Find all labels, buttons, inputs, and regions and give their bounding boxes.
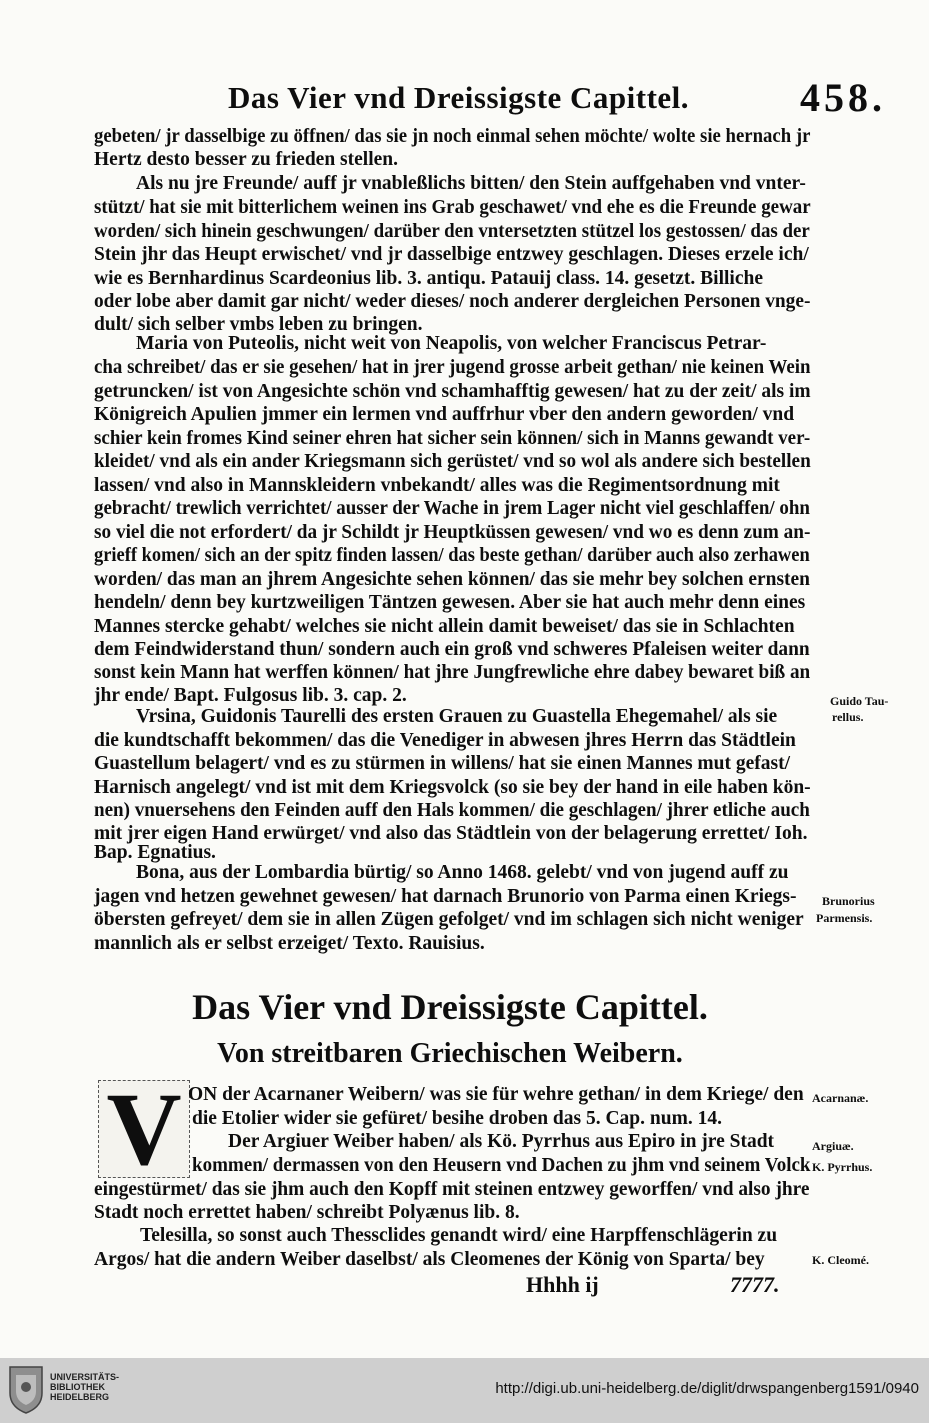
text-line: worden/ sich hinein geschwungen/ darüber den vntersetzten stützel los gestossen/ das der xyxy=(94,221,810,242)
text-line: grieff komen/ sich an der spitz finden lassen/ das beste gethan/ darüber auch also zerhawen xyxy=(94,545,810,566)
text-line: Telesilla, so sonst auch Thessclides genandt wird/ eine Harpffenschlägerin zu xyxy=(140,1225,778,1246)
text-line: kommen/ dermassen von den Heusern vnd Dachen zu jhm vnd seinem Volck xyxy=(192,1155,811,1176)
text-line: Argos/ hat die andern Weiber daselbst/ als Cleomenes der König von Sparta/ bey xyxy=(94,1249,765,1270)
text-line: cha schreibet/ das er sie gesehen/ hat in jrer jugend grosse arbeit gethan/ nie keinen Wein xyxy=(94,357,811,378)
text-line: jagen vnd hetzen gewehnet gewesen/ hat darnach Brunorio von Parma einen Kriegs- xyxy=(94,886,797,907)
text-line: worden/ das man an jhrem Angesichte sehen können/ das sie mehr bey solchen ernsten xyxy=(94,569,810,590)
margin-note: Acarnanæ. xyxy=(812,1091,869,1105)
text-line: Harnisch angelegt/ vnd ist mit dem Kriegsvolck (so sie bey der hand in eile haben kön- xyxy=(94,777,811,798)
text-line: jhr ende/ Bapt. Fulgosus lib. 3. cap. 2. xyxy=(94,685,407,706)
text-line: öbersten gefreyet/ dem sie in allen Zügen gefolget/ vnd im schlagen sich nicht weniger xyxy=(94,909,804,930)
text-line: stützt/ hat sie mit bitterlichem weinen ins Grab geschawet/ vnd ehe es die Freunde gewar xyxy=(94,197,811,218)
text-line: wie es Bernhardinus Scardeonius lib. 3. antiqu. Patauij class. 14. gesetzt. Billiche xyxy=(94,268,763,289)
text-line: hendeln/ denn bey kurtzweiligen Täntzen gewesen. Aber sie hat auch mehr denn eines xyxy=(94,592,806,613)
margin-note: Parmensis. xyxy=(816,911,873,925)
text-line: nen) vnuersehens den Feinden auff den Hals kommen/ die geschlagen/ jhrer etliche auch xyxy=(94,800,810,821)
catchword: 7777. xyxy=(730,1272,780,1297)
drop-cap-initial: V xyxy=(98,1080,190,1178)
text-line: lassen/ vnd also in Mannskleidern vnbekandt/ alles was die Regimentsordnung mit xyxy=(94,475,780,496)
viewer-footer-bar xyxy=(0,1358,929,1423)
running-header: Das Vier vnd Dreissigste Capittel. xyxy=(228,80,690,115)
margin-note: Brunorius xyxy=(822,894,875,908)
library-logo-text[interactable]: UNIVERSITÄTS- BIBLIOTHEK HEIDELBERG xyxy=(50,1372,120,1402)
text-line: mit jrer eigen Hand erwürget/ vnd also das Städtlein von der belagerung errettet/ Ioh. xyxy=(94,823,808,844)
text-line: gebracht/ trewlich verrichtet/ ausser der Wache in jrem Lager nicht viel geschlaffen/ ohn xyxy=(94,498,810,519)
text-line: die Etolier wider sie gefüret/ besihe droben das 5. Cap. num. 14. xyxy=(192,1108,722,1129)
text-line: so viel die not erfordert/ da jr Schildt jr Heuptküssen gewesen/ vnd wo es denn zum an- xyxy=(94,522,811,543)
text-line: Stein jhr das Heupt erwischet/ vnd jr dasselbige entzwey geschlagen. Dieses erzele ich/ xyxy=(94,244,809,265)
text-line: oder lobe aber damit gar nicht/ weder dieses/ noch anderer dergleichen Personen vnge- xyxy=(94,291,811,312)
text-line: Hertz desto besser zu frieden stellen. xyxy=(94,149,398,170)
text-line: ON der Acarnaner Weibern/ was sie für wehre gethan/ in dem Kriege/ den xyxy=(188,1084,804,1105)
margin-note: K. Cleomé. xyxy=(812,1253,869,1267)
text-line: sonst kein Mann hat werffen können/ hat jhre Jungfrewliche ehre dabey bewaret biß an xyxy=(94,662,811,683)
text-line: Guastellum belagert/ vnd es zu stürmen in willens/ hat sie einen Mannes mut gefast/ xyxy=(94,753,791,774)
text-line: schier kein fromes Kind seiner ehren hat sicher sein können/ sich in Manns gewandt ver- xyxy=(94,428,811,449)
text-line: kleidet/ vnd als ein ander Kriegsmann sich gerüstet/ vnd so wol als andere sich bestellen xyxy=(94,451,811,472)
text-line: Bap. Egnatius. xyxy=(94,842,216,863)
text-line: Mannes stercke gehabt/ welches sie nicht allein damit beweiset/ das sie in Schlachten xyxy=(94,616,795,637)
university-seal-icon xyxy=(6,1363,46,1415)
text-line: getruncken/ ist von Angesichte schön vnd schamhafftig gewesen/ hat zu der zeit/ als im xyxy=(94,381,811,402)
text-line: Der Argiuer Weiber haben/ als Kö. Pyrrhus aus Epiro in jre Stadt xyxy=(228,1131,775,1152)
chapter-title: Das Vier vnd Dreissigste Capittel. xyxy=(192,987,708,1027)
text-line: dult/ sich selber vmbs leben zu bringen. xyxy=(94,314,423,335)
margin-note: K. Pyrrhus. xyxy=(812,1160,873,1174)
text-line: Bona, aus der Lombardia bürtig/ so Anno 1468. gelebt/ vnd von jugend auff zu xyxy=(136,862,789,883)
text-line: Als nu jre Freunde/ auff jr vnableßlichs bitten/ den Stein auffgehaben vnd vnter- xyxy=(136,173,806,194)
text-line: Maria von Puteolis, nicht weit von Neapolis, von welcher Franciscus Petrar- xyxy=(136,333,767,354)
margin-note: Guido Tau- xyxy=(830,694,889,708)
permalink-url[interactable]: http://digi.ub.uni-heidelberg.de/diglit/drwspangenberg1591/0940 xyxy=(495,1380,919,1397)
text-line: gebeten/ jr dasselbige zu öffnen/ das sie jn noch einmal sehen möchte/ wolte sie hernach jr xyxy=(94,126,811,147)
text-line: Königreich Apulien jmmer ein lermen vnd auffrhur vber den andern geworden/ vnd xyxy=(94,404,795,425)
signature-mark: Hhhh ij xyxy=(526,1272,599,1297)
text-line: mannlich als er selbst erzeiget/ Texto. Rauisius. xyxy=(94,933,485,954)
text-line: eingestürmet/ das sie jhm auch den Kopff mit steinen entzwey geworffen/ vnd also jhre xyxy=(94,1179,810,1200)
chapter-subtitle: Von streitbaren Griechischen Weibern. xyxy=(217,1038,683,1069)
text-line: dem Feindwiderstand thun/ sondern auch ein groß vnd schweres Pfaleisen weiter dann xyxy=(94,639,810,660)
text-line: Vrsina, Guidonis Taurelli des ersten Grauen zu Guastella Ehegemahel/ als sie xyxy=(136,706,778,727)
margin-note: Argiuæ. xyxy=(812,1139,854,1153)
margin-note: rellus. xyxy=(832,710,864,724)
page-number: 458. xyxy=(800,75,886,120)
text-line: Stadt noch errettet haben/ schreibt Polyænus lib. 8. xyxy=(94,1202,520,1223)
text-line: die kundtschafft bekommen/ das die Venediger in abwesen jhres Herrn das Städtlein xyxy=(94,730,796,751)
